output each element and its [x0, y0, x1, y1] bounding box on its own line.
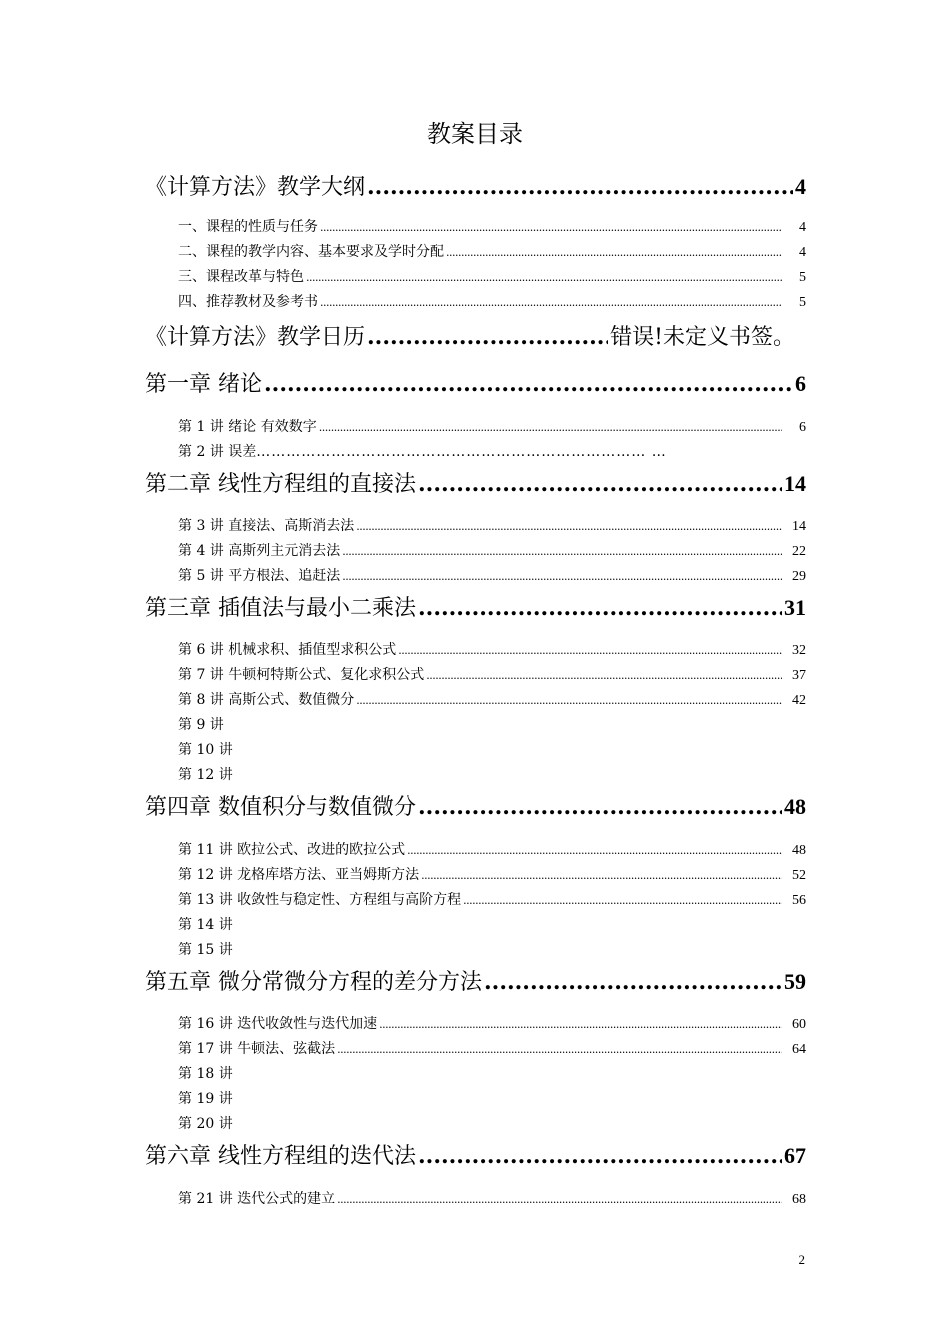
- toc-leader: [418, 467, 782, 501]
- toc-entry-label: 第 1 讲 绪论 有效数字: [178, 419, 317, 435]
- page-number: 2: [798, 1252, 805, 1267]
- toc-entry-lecture-3[interactable]: [178, 515, 806, 537]
- toc-entry-label: 第 11 讲 欧拉公式、改进的欧拉公式: [178, 842, 406, 858]
- toc-entry-label: 第 17 讲 牛顿法、弦截法: [178, 1041, 336, 1057]
- toc-page-number: 29: [792, 569, 806, 584]
- toc-entry-label: 第四章 数值积分与数值微分: [145, 795, 416, 820]
- toc-entry-label: 第 18 讲: [178, 1066, 233, 1082]
- toc-entry-lecture-12b[interactable]: [178, 864, 806, 886]
- toc-entry-syllabus[interactable]: [145, 170, 806, 204]
- toc-entry-lecture-4[interactable]: [178, 540, 806, 562]
- toc-leader: [320, 216, 782, 239]
- toc-entry-calendar[interactable]: [145, 320, 795, 354]
- toc-leader: [421, 864, 782, 887]
- toc-page-number: 4: [795, 174, 806, 199]
- toc-page-number: 60: [792, 1017, 806, 1032]
- toc-page-number: 6: [795, 371, 806, 396]
- toc-entry-section-4[interactable]: [178, 291, 806, 313]
- toc-entry-lecture-2[interactable]: [178, 441, 806, 463]
- toc-entry-label: 第 13 讲 收敛性与稳定性、方程组与高阶方程: [178, 892, 462, 908]
- toc-page-number: 52: [792, 868, 806, 883]
- toc-entry-chapter-6[interactable]: [145, 1139, 806, 1173]
- toc-entry-label: 二、课程的教学内容、基本要求及学时分配: [178, 244, 444, 260]
- page-title: 教案目录: [427, 120, 523, 148]
- toc-leader: [319, 416, 782, 439]
- toc-entry-label: 第五章 微分常微分方程的差分方法: [145, 970, 482, 995]
- toc-page-number: 14: [792, 519, 806, 534]
- toc-entry-label: 第一章 绪论: [145, 372, 262, 397]
- toc-page-number: 67: [784, 1143, 806, 1168]
- toc-page-number: 64: [792, 1042, 806, 1057]
- toc-entry-section-1[interactable]: [178, 216, 806, 238]
- toc-page-number: 5: [799, 295, 806, 310]
- toc-leader: [320, 291, 782, 314]
- toc-leader: [426, 664, 782, 687]
- toc-entry-chapter-5[interactable]: [145, 965, 806, 999]
- toc-entry-label: 第 5 讲 平方根法、追赶法: [178, 568, 341, 584]
- toc-entry-label: 第 19 讲: [178, 1091, 233, 1107]
- toc-entry-label: 第 12 讲: [178, 767, 233, 783]
- toc-entry-chapter-2[interactable]: [145, 467, 806, 501]
- toc-leader: [418, 591, 782, 625]
- toc-entry-lecture-12a[interactable]: [178, 764, 806, 786]
- toc-entry-section-3[interactable]: [178, 266, 806, 288]
- toc-entry-lecture-17[interactable]: [178, 1038, 806, 1060]
- toc-entry-lecture-11[interactable]: [178, 839, 806, 861]
- toc-entry-lecture-16[interactable]: [178, 1013, 806, 1035]
- toc-entry-label: 第 2 讲 误差: [178, 444, 257, 460]
- toc-entry-label: 第三章 插值法与最小二乘法: [145, 596, 416, 621]
- toc-page-number: 5: [799, 270, 806, 285]
- toc-entry-label: 第 3 讲 直接法、高斯消去法: [178, 518, 355, 534]
- toc-entry-label: 第 20 讲: [178, 1116, 233, 1132]
- toc-entry-lecture-5[interactable]: [178, 565, 806, 587]
- toc-entry-label: 第六章 线性方程组的迭代法: [145, 1144, 416, 1169]
- toc-leader: [463, 889, 782, 912]
- toc-entry-label: 《计算方法》教学大纲: [145, 175, 366, 200]
- toc-entry-chapter-3[interactable]: [145, 591, 806, 625]
- toc-leader: [407, 839, 782, 862]
- toc-entry-label: 第 6 讲 机械求积、插值型求积公式: [178, 642, 397, 658]
- toc-entry-section-2[interactable]: [178, 241, 806, 263]
- toc-page-number: 68: [792, 1192, 806, 1207]
- toc-leader: [342, 540, 782, 563]
- toc-entry-lecture-6[interactable]: [178, 639, 806, 661]
- toc-entry-label: 第 12 讲 龙格库塔方法、亚当姆斯方法: [178, 867, 420, 883]
- toc-entry-label: 第 7 讲 牛顿柯特斯公式、复化求积公式: [178, 667, 425, 683]
- toc-page-number: 56: [792, 893, 806, 908]
- toc-page-number: 错误!未定义书签。: [610, 325, 795, 350]
- toc-entry-label: 第二章 线性方程组的直接法: [145, 472, 416, 497]
- toc-entry-label: 三、课程改革与特色: [178, 269, 304, 285]
- toc-leader: [367, 170, 793, 204]
- toc-page-number: 37: [792, 668, 806, 683]
- toc-page-number: 4: [799, 220, 806, 235]
- toc-leader: [398, 639, 782, 662]
- toc-entry-label: 第 8 讲 高斯公式、数值微分: [178, 692, 355, 708]
- toc-entry-label: 第 14 讲: [178, 917, 233, 933]
- toc-entry-label: 第 10 讲: [178, 742, 233, 758]
- toc-leader: [418, 790, 782, 824]
- toc-leader: [379, 1013, 782, 1036]
- toc-leader: [306, 266, 782, 289]
- toc-leader: [446, 241, 782, 264]
- toc-entry-chapter-1[interactable]: [145, 367, 806, 401]
- toc-page-number: 31: [784, 595, 806, 620]
- toc-page-number: 42: [792, 693, 806, 708]
- toc-page-number: 59: [784, 969, 806, 994]
- toc-page-number: 32: [792, 643, 806, 658]
- toc-page-number: 14: [784, 471, 806, 496]
- toc-page-number: 22: [792, 544, 806, 559]
- toc-entry-label: 第 16 讲 迭代收敛性与迭代加速: [178, 1016, 378, 1032]
- toc-entry-label: 《计算方法》教学日历: [145, 325, 366, 350]
- toc-entry-label: 第 21 讲 迭代公式的建立: [178, 1191, 336, 1207]
- toc-entry-lecture-18[interactable]: [178, 1063, 806, 1085]
- toc-entry-lecture-14[interactable]: [178, 914, 806, 936]
- toc-leader: [356, 689, 782, 712]
- toc-leader: [356, 515, 782, 538]
- toc-entry-lecture-8[interactable]: [178, 689, 806, 711]
- toc-entry-chapter-4[interactable]: [145, 790, 806, 824]
- toc-entry-lecture-13[interactable]: [178, 889, 806, 911]
- toc-page-number: 4: [799, 245, 806, 260]
- toc-leader: [342, 565, 782, 588]
- toc-page-number: 48: [792, 843, 806, 858]
- toc-page-number: 6: [799, 420, 806, 435]
- toc-entry-label: 四、推荐教材及参考书: [178, 294, 318, 310]
- toc-entry-label: 一、课程的性质与任务: [178, 219, 318, 235]
- toc-leader: [367, 320, 608, 354]
- toc-entry-lecture-20[interactable]: [178, 1113, 806, 1135]
- toc-entry-lecture-7[interactable]: [178, 664, 806, 686]
- toc-entry-label: 第 4 讲 高斯列主元消去法: [178, 543, 341, 559]
- toc-leader: [264, 367, 793, 401]
- toc-leader: …………………………………………………………………… …: [256, 444, 667, 460]
- toc-entry-lecture-21[interactable]: [178, 1188, 806, 1210]
- toc-leader: [337, 1038, 782, 1061]
- toc-entry-lecture-10[interactable]: [178, 739, 806, 761]
- toc-entry-lecture-15[interactable]: [178, 939, 806, 961]
- toc-leader: [418, 1139, 782, 1173]
- toc-entry-lecture-1[interactable]: [178, 416, 806, 438]
- toc-entry-lecture-19[interactable]: [178, 1088, 806, 1110]
- toc-leader: [337, 1188, 782, 1211]
- toc-entry-lecture-9[interactable]: [178, 714, 806, 736]
- toc-entry-label: 第 15 讲: [178, 942, 233, 958]
- toc-entry-label: 第 9 讲: [178, 717, 224, 733]
- toc-page-number: 48: [784, 794, 806, 819]
- toc-leader: [484, 965, 782, 999]
